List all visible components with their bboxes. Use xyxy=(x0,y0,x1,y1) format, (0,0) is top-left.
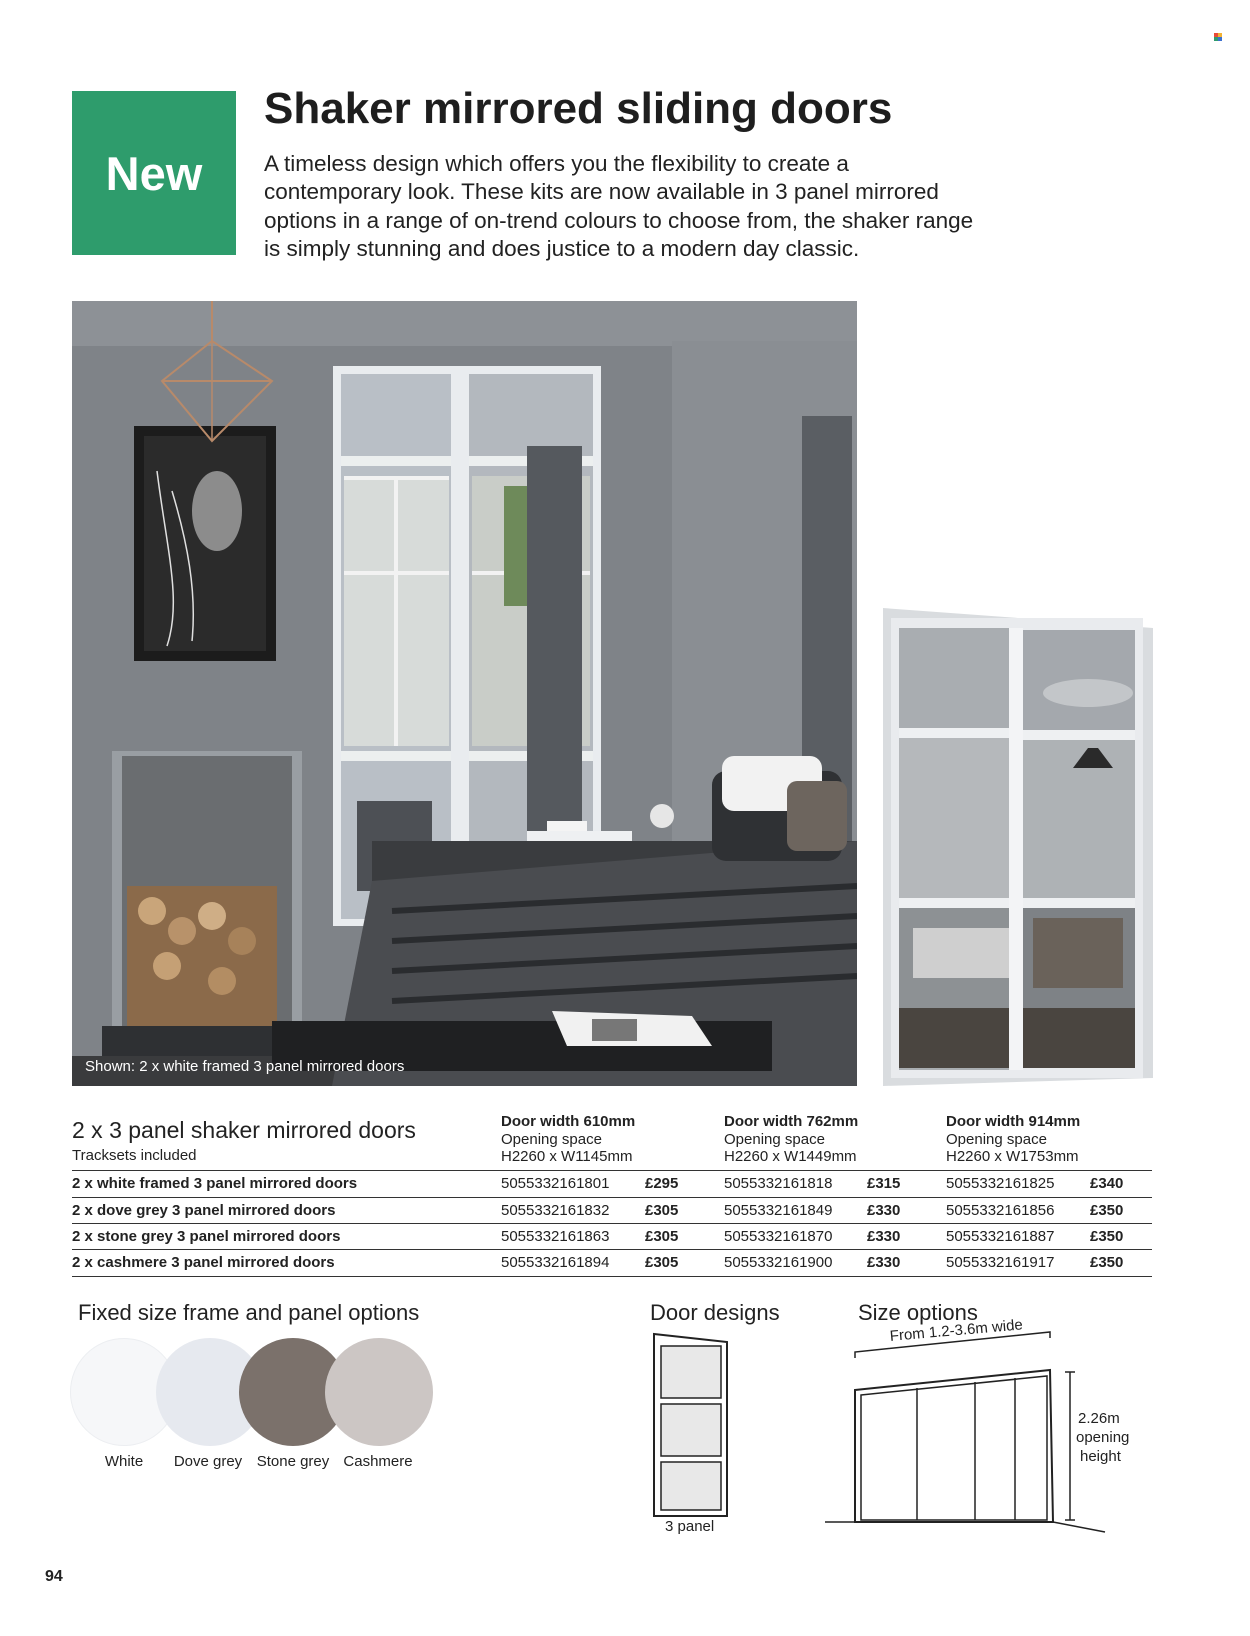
table-row: 2 x cashmere 3 panel mirrored doors 5055332161894 £305 5055332161900 £330 5055332161917 £350 xyxy=(72,1254,1124,1271)
three-panel-door-icon xyxy=(651,1332,731,1520)
table-heading: 2 x 3 panel shaker mirrored doors xyxy=(72,1117,416,1143)
swatch-cashmere xyxy=(325,1338,433,1446)
size-height-label: 2.26m xyxy=(1078,1410,1120,1427)
hero-bedroom-image xyxy=(72,301,857,1086)
frame-options-heading: Fixed size frame and panel options xyxy=(78,1300,420,1325)
page-title: Shaker mirrored sliding doors xyxy=(264,84,893,133)
page-number: 94 xyxy=(45,1568,63,1585)
column-header-762: Door width 762mm Opening space H2260 x W1449mm xyxy=(724,1113,859,1165)
size-height-label: height xyxy=(1080,1448,1121,1465)
table-row: 2 x white framed 3 panel mirrored doors 5055332161801 £295 5055332161818 £315 5055332161825 £340 xyxy=(72,1175,1124,1192)
door-design-label: 3 panel xyxy=(665,1518,715,1535)
column-header-610: Door width 610mm Opening space H2260 x W1145mm xyxy=(501,1113,636,1165)
size-height-label: opening xyxy=(1076,1429,1130,1446)
table-rule xyxy=(72,1276,1152,1277)
hero-caption: Shown: 2 x white framed 3 panel mirrored doors xyxy=(85,1058,405,1075)
intro-text: A timeless design which offers you the flexibility to create a contemporary look. These kits are now available in 3 panel mirrored options in a range of on-trend colours to choose from, the shaker range is simply stunning and does justice to a modern day classic. xyxy=(264,151,974,261)
table-row: 2 x dove grey 3 panel mirrored doors 5055332161832 £305 5055332161849 £330 5055332161856 £350 xyxy=(72,1202,1124,1219)
size-options-heading: Size options xyxy=(858,1300,978,1325)
swatch-label: Cashmere xyxy=(343,1453,413,1470)
swatch-label: Dove grey xyxy=(173,1453,243,1470)
swatch-label: White xyxy=(104,1453,144,1470)
column-header-914: Door width 914mm Opening space H2260 x W1753mm xyxy=(946,1113,1081,1165)
door-designs-heading: Door designs xyxy=(650,1300,780,1325)
brand-mark-icon xyxy=(1214,33,1222,41)
door-product-image xyxy=(883,608,1153,1086)
swatch-label: Stone grey xyxy=(256,1453,330,1470)
table-row: 2 x stone grey 3 panel mirrored doors 5055332161863 £305 5055332161870 £330 5055332161887 £350 xyxy=(72,1228,1124,1245)
table-subheading: Tracksets included xyxy=(72,1147,197,1164)
new-badge: New xyxy=(72,91,236,255)
size-width-label: From 1.2-3.6m wide xyxy=(889,1316,1024,1345)
size-diagram xyxy=(825,1320,1115,1540)
